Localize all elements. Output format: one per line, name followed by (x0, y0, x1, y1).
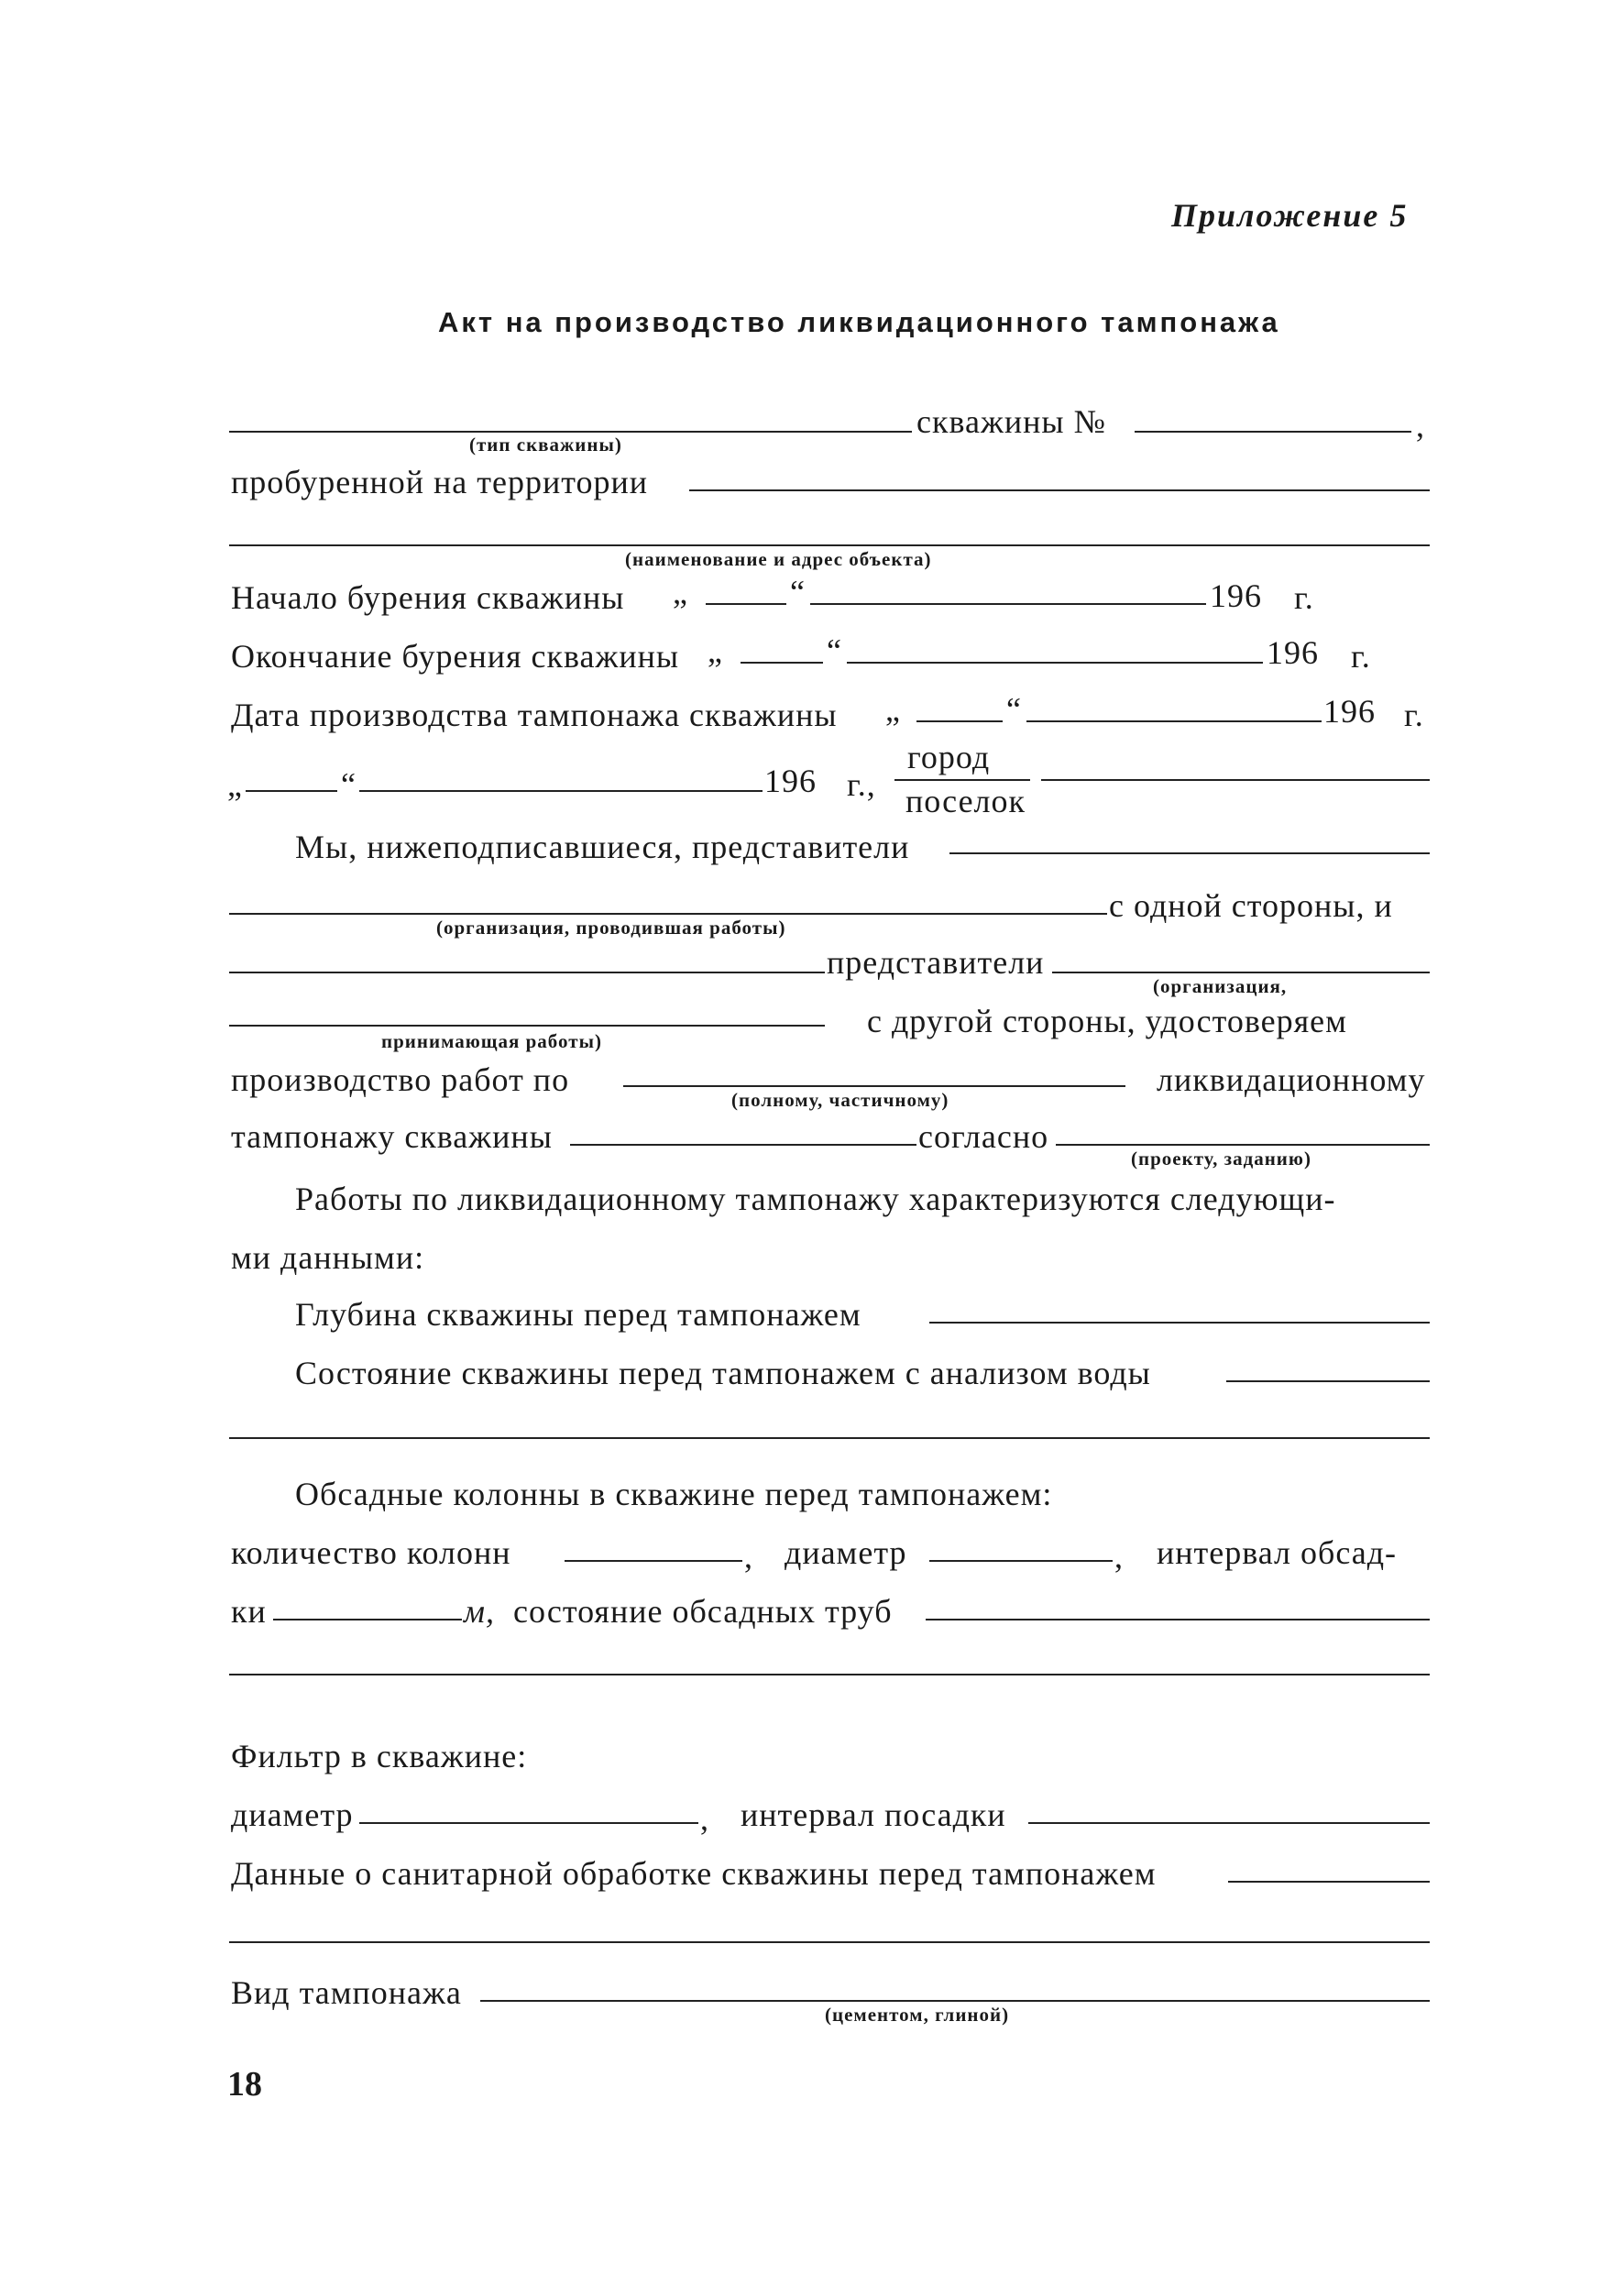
act-year-suffix: г., (847, 766, 876, 803)
filter-diameter-comma: , (700, 1800, 709, 1837)
accepting-caption: принимающая работы) (381, 1030, 602, 1052)
tamponage-well-label: тампонажу скважины (231, 1118, 553, 1155)
start-day-line[interactable] (706, 603, 786, 605)
casing-interval-line[interactable] (273, 1619, 462, 1620)
state-label: Состояние скважины перед тампонажем с анализом воды (295, 1355, 1151, 1391)
casing-interval-label: интервал обсад- (1157, 1534, 1398, 1571)
org-doing-caption: (организация, проводившая работы) (436, 917, 786, 939)
pipe-state-continuation-line[interactable] (229, 1674, 1430, 1675)
casing-interval-cont: ки (231, 1593, 267, 1630)
pipe-state-label: состояние обсадных труб (513, 1593, 893, 1630)
end-drilling-label: Окончание бурения скважины (231, 638, 680, 675)
according-label: согласно (918, 1118, 1049, 1155)
end-open-quote: „ (708, 632, 723, 669)
start-drilling-label: Начало бурения скважины (231, 579, 625, 616)
city-label: город (907, 739, 991, 775)
act-day-line[interactable] (246, 790, 337, 792)
start-open-quote: „ (673, 574, 688, 610)
filter-diameter-label: диаметр (231, 1796, 354, 1833)
casing-unit-m: м, (464, 1593, 495, 1630)
end-month-line[interactable] (847, 662, 1263, 664)
casing-count-comma: , (744, 1538, 753, 1575)
tamponage-type-label: Вид тампонажа (231, 1974, 462, 2011)
casing-count-line[interactable] (565, 1560, 742, 1562)
tamp-year: 196 (1323, 693, 1376, 730)
characteristics-intro-1: Работы по ликвидационному тампонажу характеризуются следующи- (295, 1181, 1336, 1217)
filter-heading: Фильтр в скважине: (231, 1738, 528, 1774)
tamponage-type-caption: (цементом, глиной) (825, 2004, 1010, 2026)
act-month-line[interactable] (359, 790, 763, 792)
state-line[interactable] (1226, 1380, 1430, 1382)
well-type-line[interactable] (229, 431, 912, 433)
start-year: 196 (1210, 577, 1262, 614)
characteristics-intro-2: ми данными: (231, 1239, 425, 1276)
act-close-quote: “ (341, 766, 357, 803)
org-one-line[interactable] (229, 913, 1107, 915)
tamponage-type-line[interactable] (480, 2000, 1430, 2002)
end-year: 196 (1267, 634, 1319, 671)
full-partial-caption: (полному, частичному) (731, 1089, 949, 1111)
other-side-label: с другой стороны, удостоверяем (867, 1003, 1347, 1039)
depth-line[interactable] (929, 1322, 1430, 1324)
casing-diameter-label: диаметр (785, 1534, 907, 1571)
full-partial-line[interactable] (623, 1085, 1125, 1087)
drilled-on-label: пробуренной на территории (231, 464, 648, 500)
end-year-suffix: г. (1351, 638, 1371, 675)
tamponage-date-label: Дата производства тампонажа скважины (231, 697, 838, 733)
end-close-quote: “ (827, 632, 842, 669)
tamp-open-quote: „ (885, 691, 901, 728)
tamp-year-suffix: г. (1404, 697, 1424, 733)
org-two-line[interactable] (229, 972, 825, 973)
start-close-quote: “ (790, 574, 806, 610)
page-number: 18 (227, 2065, 262, 2104)
casing-diameter-comma: , (1114, 1538, 1124, 1575)
filter-interval-label: интервал посадки (741, 1796, 1006, 1833)
state-continuation-line[interactable] (229, 1437, 1430, 1439)
casing-count-label: количество колонн (231, 1534, 511, 1571)
casing-diameter-line[interactable] (929, 1560, 1113, 1562)
city-name-line[interactable] (1041, 779, 1430, 781)
object-line[interactable] (229, 544, 1430, 546)
well-number-comma: , (1416, 407, 1425, 444)
well-ref-line[interactable] (570, 1144, 916, 1146)
settlement-label: поселок (905, 783, 1026, 819)
production-of-works-label: производство работ по (231, 1061, 570, 1098)
sanitary-label: Данные о санитарной обработке скважины перед тампонажем (231, 1855, 1157, 1892)
casing-heading: Обсадные колонны в скважине перед тампонажем: (295, 1476, 1053, 1512)
wells-no-label: скважины № (916, 403, 1106, 440)
project-task-caption: (проекту, заданию) (1131, 1148, 1311, 1170)
filter-interval-line[interactable] (1028, 1822, 1430, 1824)
tamp-month-line[interactable] (1026, 720, 1322, 722)
undersigned-label: Мы, нижеподписавшиеся, представители (295, 829, 910, 865)
one-side-label: с одной стороны, и (1109, 887, 1393, 924)
appendix-label: Приложение 5 (1171, 197, 1409, 234)
org-caption-start: (организация, (1153, 975, 1288, 997)
start-month-line[interactable] (810, 603, 1206, 605)
sanitary-line[interactable] (1228, 1881, 1430, 1883)
project-task-line[interactable] (1056, 1144, 1430, 1146)
filter-diameter-line[interactable] (359, 1822, 698, 1824)
document-title: Акт на производство ликвидационного тампонажа (438, 306, 1280, 338)
start-year-suffix: г. (1294, 579, 1314, 616)
act-year: 196 (764, 763, 817, 799)
act-open-quote: „ (227, 766, 243, 803)
sanitary-continuation-line[interactable] (229, 1941, 1430, 1943)
depth-label: Глубина скважины перед тампонажем (295, 1296, 861, 1333)
liquidation-label: ликвидационному (1157, 1061, 1426, 1098)
end-day-line[interactable] (741, 662, 823, 664)
object-caption: (наименование и адрес объекта) (625, 548, 932, 570)
accepting-org-line[interactable] (229, 1025, 825, 1027)
undersigned-line[interactable] (949, 852, 1430, 854)
well-number-line[interactable] (1135, 431, 1411, 433)
tamp-day-line[interactable] (916, 720, 1003, 722)
well-type-caption: (тип скважины) (469, 434, 622, 456)
representatives-line[interactable] (1052, 972, 1430, 973)
territory-line[interactable] (689, 489, 1430, 491)
pipe-state-line[interactable] (926, 1619, 1430, 1620)
representatives-label: представители (827, 944, 1045, 981)
tamp-close-quote: “ (1006, 691, 1022, 728)
city-fraction-line (894, 779, 1030, 781)
